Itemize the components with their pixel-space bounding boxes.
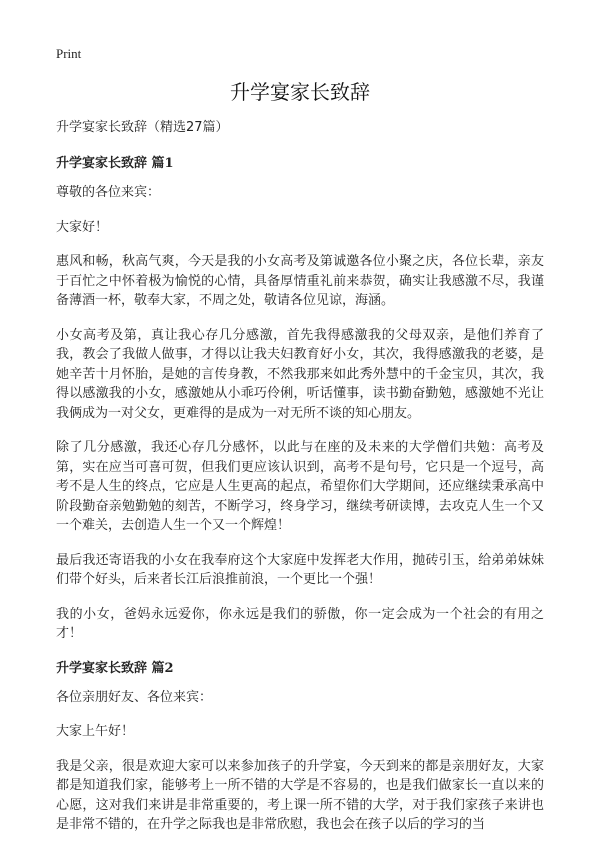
section-1 xyxy=(56,154,544,644)
section-heading: 升学宴家长致辞 篇1 xyxy=(56,156,174,171)
document-body xyxy=(56,118,544,850)
paragraph: 我是父亲，很是欢迎大家可以来参加孩子的升学宴，今天到来的都是亲朋好友，大家都是知道我们家，能够考上一所不错的大学是不容易的，也是我们做家长一直以来的心愿，这对我们来讲是非常重要的，考上课一所不错的大学，对于我们家孩子来讲也是非常不错的，在升学之际我也是非常欣慰，我也会在孩子以后的学习的当 xyxy=(56,758,544,832)
section-2 xyxy=(56,659,544,835)
paragraph: 尊敬的各位来宾： xyxy=(56,185,161,200)
paragraph: 大家上午好！ xyxy=(56,724,135,739)
document-subtitle: 升学宴家长致辞（精选27篇） xyxy=(56,120,229,135)
paragraph: 各位亲朋好友、各位来宾： xyxy=(56,689,213,705)
paragraph: 大家好！ xyxy=(56,219,109,235)
paragraph: 小女高考及第，真让我心存几分感激，首先我得感激我的父母双亲，是他们养育了我，教会了我做人做事，才得以让我夫妇教育好小女，其次，我得感激我的老婆，是她辛苦十月怀胎，是她的言传身教，不然我那来如此秀外慧中的千金宝贝，其次，我得以感激我的小女，感激她从小乖巧伶俐，听话懂事，读书勤奋勤勉，感激她不光让我俩成为一对父女，更难得的是成为一对无所不谈的知心朋友。 xyxy=(56,327,544,421)
paragraph: 最后我还寄语我的小女在我奉府这个大家庭中发挥老大作用，抛砖引玉，给弟弟妹妹们带个好头，后来者长江后浪推前浪，一个更比一个强！ xyxy=(56,552,544,587)
paragraph: 我的小女，爸妈永远爱你，你永远是我们的骄傲，你一定会成为一个社会的有用之才！ xyxy=(56,606,544,641)
paragraph: 除了几分感激，我还心存几分感怀，以此与在座的及未来的大学僧们共勉：高考及第，实在应当可喜可贺，但我们更应该认识到，高考不是句号，它只是一个逗号，高考不是人生的终点，它应是人生更高的起点，希望你们大学期间，还应继续秉承高中阶段勤奋亲勉勤勉的刻苦，不断学习，终身学习，继续考研读博，去攻克人生一个又一个难关，去创造人生一个又一个辉煌！ xyxy=(56,440,544,533)
page-title: 升学宴家长致辞 xyxy=(230,80,370,104)
section-heading: 升学宴家长致辞 篇2 xyxy=(56,660,174,676)
paragraph: 惠风和畅，秋高气爽，今天是我的小女高考及第诚邀各位小聚之庆，各位长辈，亲友于百忙之中怀着极为愉悦的心情，具备厚情重礼前来恭贺，确实让我感激不尽，我谨备薄酒一杯，敬奉大家，不周之处，敬请各位见谅，海涵。 xyxy=(56,254,544,308)
print-link[interactable]: Print xyxy=(56,46,82,61)
